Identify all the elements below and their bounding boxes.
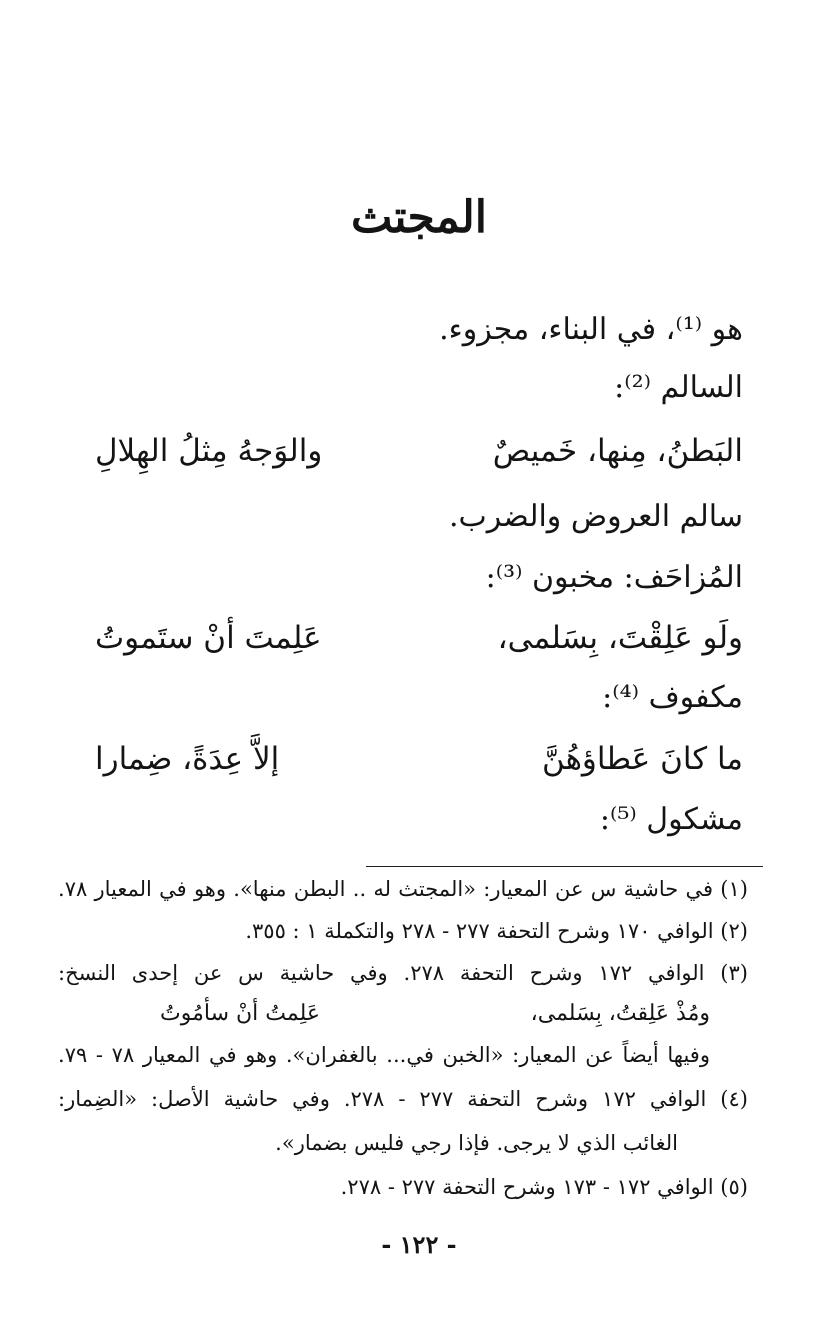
verse-second-hemistich: عَلِمتَ أنْ ستَموتُ bbox=[95, 620, 322, 656]
verse-first-hemistich: البَطنُ، مِنها، خَميصٌ bbox=[492, 433, 743, 469]
footnote-3: (٣) الوافي ١٧٢ وشرح التحفة ٢٧٨. وفي حاشية س عن إحدى النسخ: bbox=[58, 961, 748, 985]
footnote-1: (١) في حاشية س عن المعيار: «المجتث له .. البطن منها». وهو في المعيار ٧٨. bbox=[58, 877, 748, 901]
verse-makfuf bbox=[95, 736, 743, 782]
verse-makhbun bbox=[95, 615, 743, 661]
footnote-verse-first-hemistich: ومُذْ عَلِقتُ، بِسَلمى، bbox=[530, 1001, 710, 1026]
footnote-2: (٢) الوافي ١٧٠ وشرح التحفة ٢٧٧ - ٢٧٨ والتكملة ١ : ٣٥٥. bbox=[245, 919, 748, 943]
verse-second-hemistich: إلاَّ عِدَةً، ضِمارا bbox=[95, 741, 280, 777]
chapter-title: المجتث bbox=[351, 192, 487, 243]
footnote-4: (٤) الوافي ١٧٢ وشرح التحفة ٢٧٧ - ٢٧٨. وفي حاشية الأصل: «الضِمار: bbox=[58, 1087, 748, 1111]
footnote-5: (٥) الوافي ١٧٢ - ١٧٣ وشرح التحفة ٢٧٧ - ٢٧٨. bbox=[340, 1175, 748, 1199]
footnote-verse-second-hemistich: عَلِمتُ أنْ سأمُوتُ bbox=[160, 1001, 320, 1026]
verse-first-hemistich: ما كانَ عَطاؤهُنَّ bbox=[541, 741, 743, 777]
salim-note: سالم العروض والضرب. bbox=[448, 499, 743, 534]
page-number: - ١٢٢ - bbox=[381, 1230, 457, 1259]
intro-line: هو ⁽¹⁾، في البناء، مجزوء. bbox=[439, 312, 743, 347]
mashkul-label: مشكول ⁽⁵⁾: bbox=[599, 802, 743, 837]
footnote-3-continued: وفيها أيضاً عن المعيار: «الخبن في... بالغفران». وهو في المعيار ٧٨ - ٧٩. bbox=[58, 1043, 710, 1067]
verse-salim bbox=[95, 428, 743, 474]
footnote-divider bbox=[366, 866, 763, 867]
salim-label: السالم ⁽²⁾: bbox=[614, 370, 743, 405]
verse-first-hemistich: ولَو عَلِقْتَ، بِسَلمى، bbox=[497, 620, 743, 656]
muzahaf-label: المُزاحَف: مخبون ⁽³⁾: bbox=[485, 560, 743, 595]
footnote-4-continued: الغائب الذي لا يرجى. فإذا رجي فليس بضمار». bbox=[275, 1131, 678, 1155]
footnote-3-verse bbox=[160, 997, 710, 1031]
verse-second-hemistich: والوَجهُ مِثلُ الهِلالِ bbox=[95, 433, 323, 469]
makfuf-label: مكفوف ⁽⁴⁾: bbox=[602, 680, 743, 715]
